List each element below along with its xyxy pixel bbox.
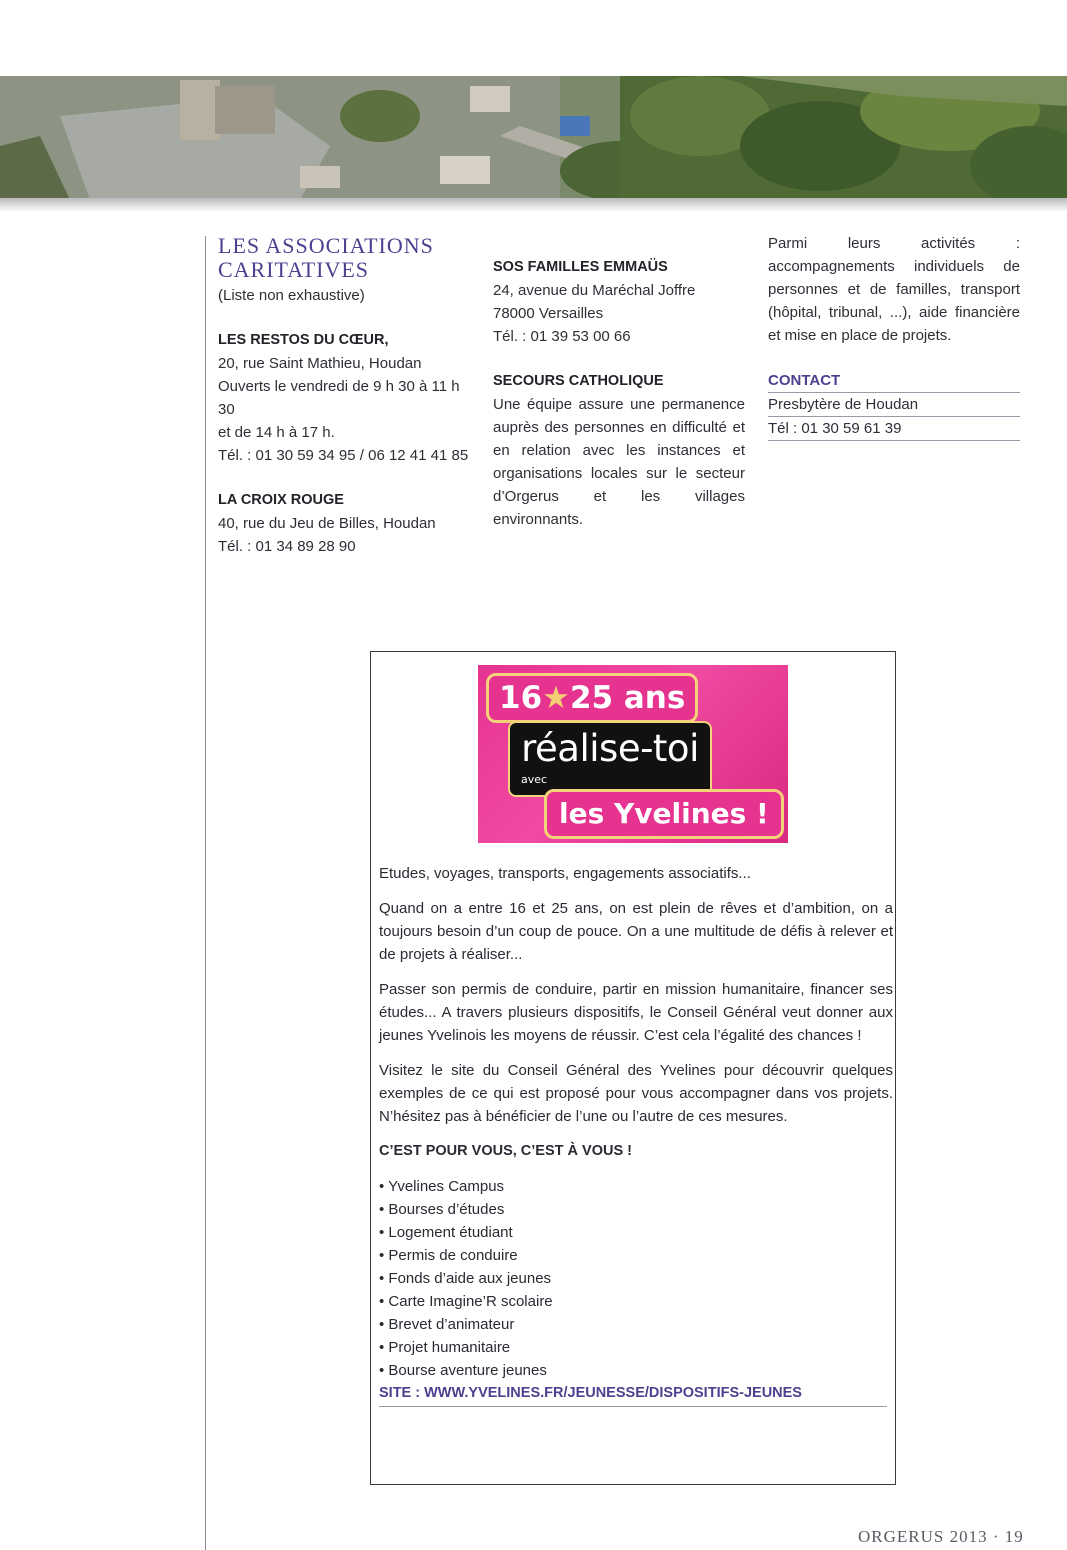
org-secours-catholique bbox=[493, 370, 745, 531]
org-address: 24, avenue du Maréchal Joffre bbox=[493, 282, 696, 299]
list-item: • Logement étudiant bbox=[379, 1221, 893, 1244]
left-vertical-rule bbox=[205, 236, 206, 1550]
aerial-village-photo bbox=[0, 76, 1067, 200]
measures-list bbox=[379, 1175, 893, 1382]
logo-avec: avec bbox=[521, 773, 548, 786]
org-hours: Ouverts le vendredi de 9 h 30 à 11 h 30 bbox=[218, 378, 460, 418]
org-restos-du-coeur bbox=[218, 329, 478, 467]
section-heading-line1: LES ASSOCIATIONS bbox=[218, 233, 434, 258]
org-name: SOS FAMILLES EMMAÜS bbox=[493, 259, 668, 275]
logo-age-range bbox=[486, 673, 698, 723]
org-name: SECOURS CATHOLIQUE bbox=[493, 373, 664, 389]
middle-column bbox=[493, 256, 745, 553]
org-phone: Tél. : 01 34 89 28 90 bbox=[218, 538, 356, 555]
org-phone: Tél. : 01 30 59 34 95 / 06 12 41 41 85 bbox=[218, 447, 469, 464]
org-sos-familles-emmaus bbox=[493, 256, 745, 348]
contact-phone: Tél : 01 30 59 61 39 bbox=[768, 417, 1020, 441]
section-heading bbox=[218, 234, 478, 282]
activities-text: Parmi leurs activités : accompagnements individuels de personnes et de familles, transport (hôpital, tribunal, ...), aide financière et mise en place de projets. bbox=[768, 235, 1020, 344]
left-column bbox=[218, 232, 478, 580]
list-item: • Permis de conduire bbox=[379, 1244, 893, 1267]
logo-les-yvelines: les Yvelines ! bbox=[544, 789, 784, 839]
list-item: • Bourse aventure jeunes bbox=[379, 1359, 893, 1382]
promo-text bbox=[379, 862, 893, 1419]
org-address: 20, rue Saint Mathieu, Houdan bbox=[218, 355, 422, 372]
promo-paragraph: Visitez le site du Conseil Général des Yvelines pour découvrir quelques exemples de ce qui est proposé pour vous accompagner dans vos projets. N’hésitez pas à bénéficier de l’une ou l’autre de ces mesures. bbox=[379, 1062, 893, 1125]
youth-promo-box bbox=[370, 651, 896, 1485]
list-heading: C’EST POUR VOUS, C’EST À VOUS ! bbox=[379, 1143, 632, 1159]
org-name: LES RESTOS DU CŒUR, bbox=[218, 332, 389, 348]
org-city: 78000 Versailles bbox=[493, 305, 604, 322]
org-phone: Tél. : 01 39 53 00 66 bbox=[493, 328, 631, 345]
promo-intro: Etudes, voyages, transports, engagements associatifs... bbox=[379, 865, 751, 882]
section-heading-line2: CARITATIVES bbox=[218, 257, 370, 282]
contact-name: Presbytère de Houdan bbox=[768, 393, 1020, 417]
org-description: Une équipe assure une permanence auprès des personnes en difficulté et en relation avec les instances et organisations locales sur le secteur d’Orgerus et les villages environnants. bbox=[493, 396, 745, 528]
list-item: • Fonds d’aide aux jeunes bbox=[379, 1267, 893, 1290]
page-footer: ORGERUS 2013 · 19 bbox=[858, 1527, 1024, 1546]
banner-shadow-divider bbox=[0, 198, 1067, 212]
logo-age-right: 25 ans bbox=[569, 680, 686, 716]
list-item: • Brevet d’animateur bbox=[379, 1313, 893, 1336]
site-url: SITE : WWW.YVELINES.FR/JEUNESSE/DISPOSITIFS-JEUNES bbox=[379, 1382, 887, 1407]
realise-toi-logo bbox=[478, 665, 788, 843]
promo-paragraph: Passer son permis de conduire, partir en mission humanitaire, financer ses études... A travers plusieurs dispositifs, le Conseil Général veut donner aux jeunes Yvelinois les moyens de réussir. C’est cela l’égalité des chances ! bbox=[379, 981, 893, 1044]
list-item: • Projet humanitaire bbox=[379, 1336, 893, 1359]
list-item: • Bourses d’études bbox=[379, 1198, 893, 1221]
org-croix-rouge bbox=[218, 489, 478, 558]
org-name: LA CROIX ROUGE bbox=[218, 492, 344, 508]
star-icon: ★ bbox=[542, 680, 570, 716]
org-address: 40, rue du Jeu de Billes, Houdan bbox=[218, 515, 436, 532]
list-item: • Yvelines Campus bbox=[379, 1175, 893, 1198]
contact-title: CONTACT bbox=[768, 369, 1020, 393]
list-item: • Carte Imagine’R scolaire bbox=[379, 1290, 893, 1313]
right-column bbox=[768, 232, 1020, 441]
org-hours-continued: et de 14 h à 17 h. bbox=[218, 424, 335, 441]
section-subtitle: (Liste non exhaustive) bbox=[218, 287, 365, 304]
promo-paragraph: Quand on a entre 16 et 25 ans, on est plein de rêves et d’ambition, on a toujours besoin d’un coup de pouce. On a une multitude de défis à relever et de projets à réaliser... bbox=[379, 900, 893, 963]
aerial-photo-illustration bbox=[0, 76, 1067, 200]
logo-age-left: 16 bbox=[499, 680, 543, 716]
logo-realise-toi: réalise-toi bbox=[508, 721, 712, 797]
